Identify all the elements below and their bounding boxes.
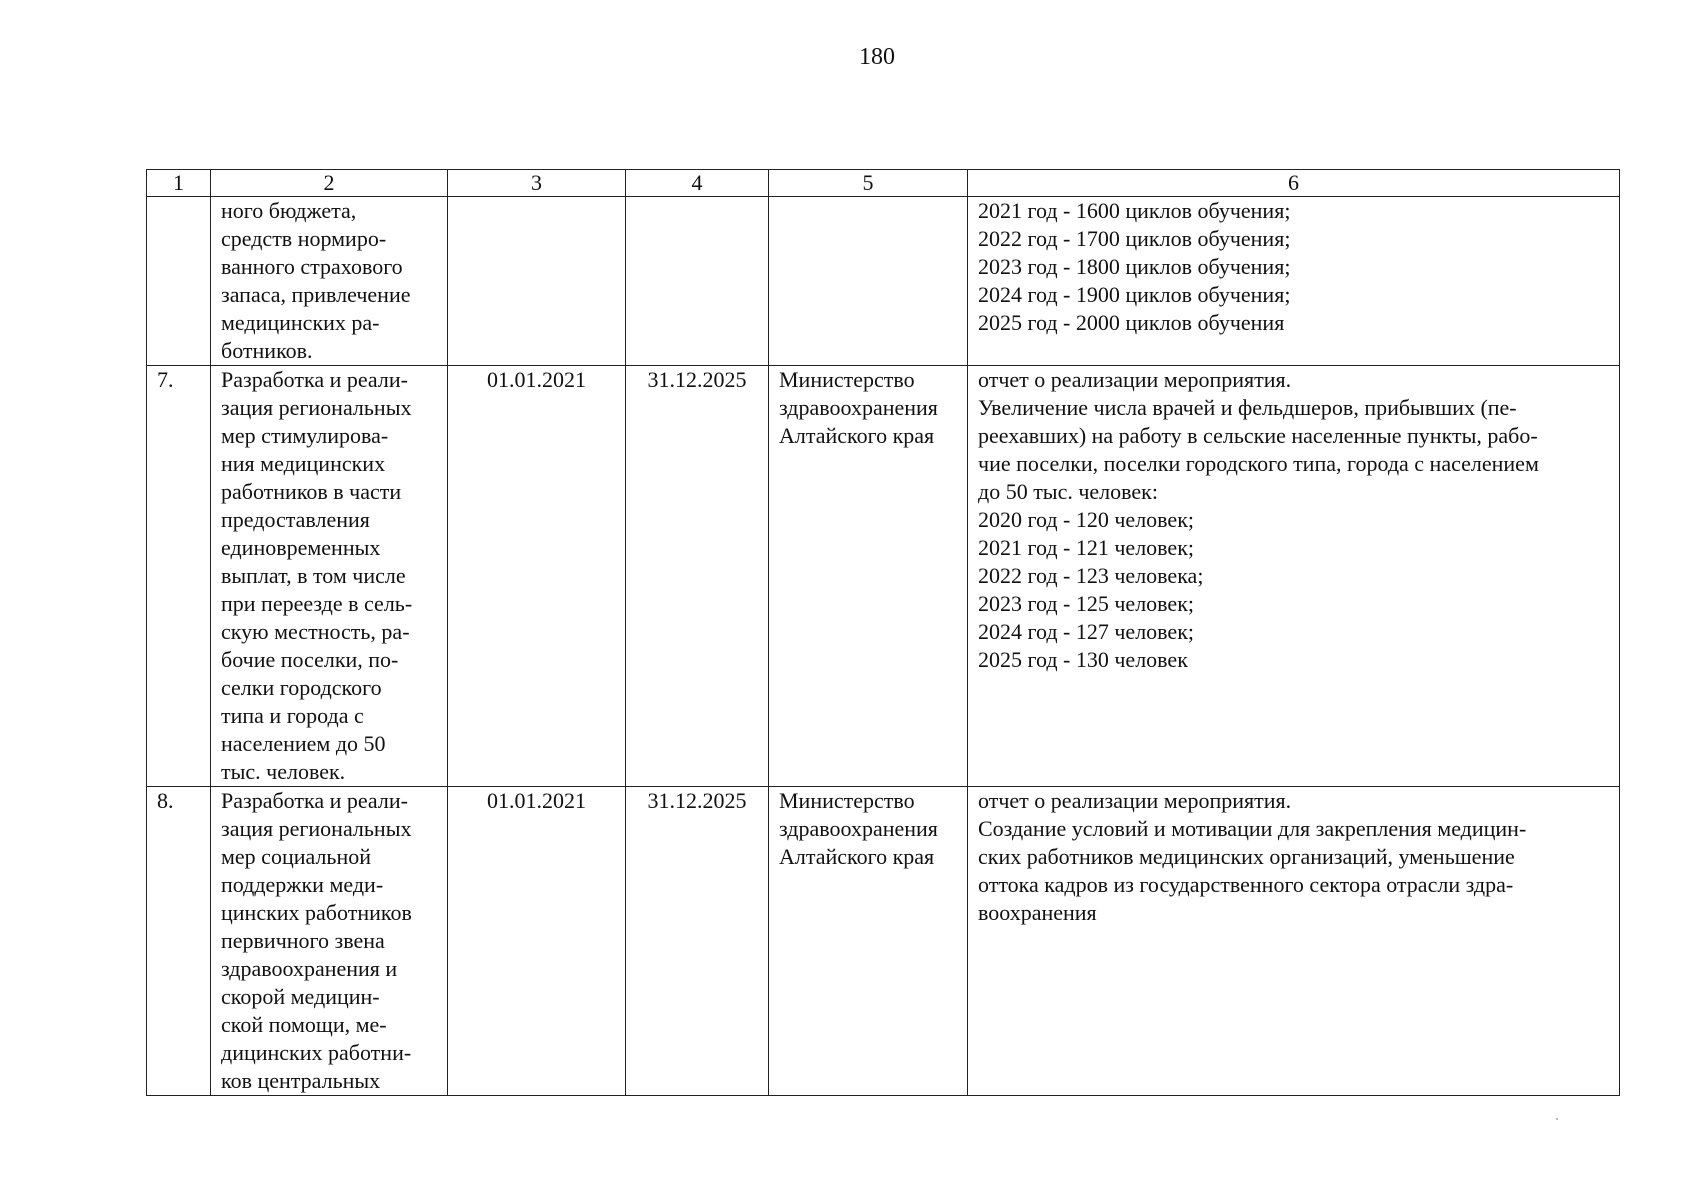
responsible-organization xyxy=(769,197,968,366)
text-line: Разработка и реали- xyxy=(221,367,408,392)
text-line: дицинских работни- xyxy=(221,1040,412,1065)
text-line: цинских работников xyxy=(221,900,412,925)
row-number: 8. xyxy=(147,787,211,1096)
text-line: мер стимулирова- xyxy=(221,423,389,448)
text-line: скую местность, ра- xyxy=(221,619,410,644)
text-line: поддержки меди- xyxy=(221,872,384,897)
text-line: воохранения xyxy=(978,900,1097,925)
text-line: Увеличение числа врачей и фельдшеров, прибывших (пе- xyxy=(978,395,1517,420)
text-line: 2021 год - 1600 циклов обучения; xyxy=(978,198,1291,223)
measure-description xyxy=(211,197,448,366)
text-line: выплат, в том числе xyxy=(221,563,406,588)
text-line: Алтайского края xyxy=(779,844,935,869)
end-date: 31.12.2025 xyxy=(626,787,769,1096)
text-line: чие поселки, поселки городского типа, города с населением xyxy=(978,451,1539,476)
header-cell: 1 xyxy=(147,170,211,197)
text-line: ного бюджета, xyxy=(221,198,357,223)
text-line: средств нормиро- xyxy=(221,226,387,251)
text-line: до 50 тыс. человек: xyxy=(978,479,1158,504)
row-number: 7. xyxy=(147,366,211,787)
text-line: здравоохранения и xyxy=(221,956,398,981)
start-date xyxy=(448,197,626,366)
text-line: отчет о реализации мероприятия. xyxy=(978,788,1292,813)
expected-result xyxy=(968,366,1620,787)
text-line: Алтайского края xyxy=(779,423,935,448)
text-line: при переезде в сель- xyxy=(221,591,413,616)
text-line: ботников. xyxy=(221,338,313,363)
responsible-organization xyxy=(769,366,968,787)
text-line: зация региональных xyxy=(221,816,412,841)
header-cell: 2 xyxy=(211,170,448,197)
text-line: ков центральных xyxy=(221,1068,381,1093)
text-line: скорой медицин- xyxy=(221,984,380,1009)
text-line: селки городского xyxy=(221,675,382,700)
text-line: тыс. человек. xyxy=(221,759,346,784)
text-line: 2020 год - 120 человек; xyxy=(978,507,1194,532)
table-header-row xyxy=(147,170,1620,197)
text-line: Министерство xyxy=(779,367,915,392)
page-number: 180 xyxy=(859,44,895,70)
expected-result xyxy=(968,787,1620,1096)
text-line: предоставления xyxy=(221,507,370,532)
start-date: 01.01.2021 xyxy=(448,366,626,787)
measure-description xyxy=(211,366,448,787)
text-line: бочие поселки, по- xyxy=(221,647,399,672)
text-line: ской помощи, ме- xyxy=(221,1012,387,1037)
start-date: 01.01.2021 xyxy=(448,787,626,1096)
text-line: реехавших) на работу в сельские населенные пункты, рабо- xyxy=(978,423,1538,448)
text-line: работников в части xyxy=(221,479,402,504)
text-line: 2023 год - 125 человек; xyxy=(978,591,1194,616)
text-line: 2022 год - 1700 циклов обучения; xyxy=(978,226,1291,251)
responsible-organization xyxy=(769,787,968,1096)
header-cell: 6 xyxy=(968,170,1620,197)
text-line: 2023 год - 1800 циклов обучения; xyxy=(978,254,1291,279)
text-line: первичного звена xyxy=(221,928,385,953)
text-line: 2022 год - 123 человека; xyxy=(978,563,1204,588)
table-row xyxy=(147,787,1620,1096)
text-line: мер социальной xyxy=(221,844,372,869)
text-line: запаса, привлечение xyxy=(221,282,411,307)
scan-speck xyxy=(1556,1118,1558,1120)
text-line: Разработка и реали- xyxy=(221,788,408,813)
row-number xyxy=(147,197,211,366)
text-line: 2025 год - 2000 циклов обучения xyxy=(978,310,1285,335)
header-cell: 4 xyxy=(626,170,769,197)
text-line: медицинских ра- xyxy=(221,310,380,335)
text-line: ских работников медицинских организаций, уменьшение xyxy=(978,844,1515,869)
text-line: оттока кадров из государственного сектора отрасли здра- xyxy=(978,872,1514,897)
text-line: 2024 год - 1900 циклов обучения; xyxy=(978,282,1291,307)
measures-table xyxy=(146,169,1620,1096)
text-line: 2025 год - 130 человек xyxy=(978,647,1188,672)
text-line: Создание условий и мотивации для закрепления медицин- xyxy=(978,816,1527,841)
text-line: отчет о реализации мероприятия. xyxy=(978,367,1292,392)
text-line: 2021 год - 121 человек; xyxy=(978,535,1194,560)
table-row xyxy=(147,197,1620,366)
text-line: типа и города с xyxy=(221,703,364,728)
text-line: здравоохранения xyxy=(779,395,938,420)
text-line: зация региональных xyxy=(221,395,412,420)
text-line: 2024 год - 127 человек; xyxy=(978,619,1194,644)
end-date: 31.12.2025 xyxy=(626,366,769,787)
text-line: ванного страхового xyxy=(221,254,403,279)
expected-result xyxy=(968,197,1620,366)
text-line: ния медицинских xyxy=(221,451,386,476)
measure-description xyxy=(211,787,448,1096)
text-line: единовременных xyxy=(221,535,381,560)
table-row xyxy=(147,366,1620,787)
text-line: населением до 50 xyxy=(221,731,386,756)
header-cell: 5 xyxy=(769,170,968,197)
end-date xyxy=(626,197,769,366)
text-line: здравоохранения xyxy=(779,816,938,841)
header-cell: 3 xyxy=(448,170,626,197)
text-line: Министерство xyxy=(779,788,915,813)
